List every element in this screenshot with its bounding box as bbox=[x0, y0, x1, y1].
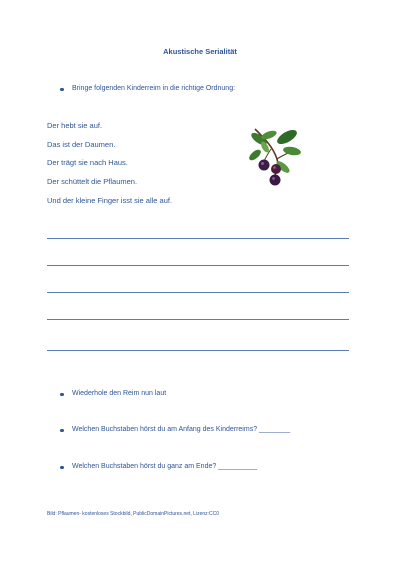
instruction-text: Bringe folgenden Kinderreim in die richtige Ordnung: bbox=[72, 85, 236, 92]
writing-line[interactable] bbox=[47, 238, 349, 239]
task-text: Wiederhole den Reim nun laut bbox=[72, 390, 167, 397]
rhyme-line: Der trägt sie nach Haus. bbox=[47, 158, 128, 167]
rhyme-line: Der hebt sie auf. bbox=[47, 121, 103, 130]
writing-line[interactable] bbox=[47, 319, 349, 320]
rhyme-line: Und der kleine Finger isst sie alle auf. bbox=[47, 196, 173, 205]
worksheet-title: Akustische Serialität bbox=[163, 47, 237, 56]
task-text: Welchen Buchstaben hörst du am Anfang des Kinderreims? ________ bbox=[72, 426, 291, 433]
rhyme-line: Das ist der Daumen. bbox=[47, 140, 116, 149]
bullet-dot bbox=[60, 88, 64, 92]
rhyme-line: Der schüttelt die Pflaumen. bbox=[47, 177, 138, 186]
bullet-dot bbox=[60, 393, 64, 397]
writing-line[interactable] bbox=[47, 265, 349, 266]
writing-line[interactable] bbox=[47, 350, 349, 351]
image-credit: Bild: Pflaumen- kostenloses Stockbild, PublicDomainPictures.net, Lizenz:CC0 bbox=[47, 511, 220, 517]
task-text: Welchen Buchstaben hörst du ganz am Ende? __________ bbox=[72, 463, 258, 470]
bullet-dot bbox=[60, 466, 64, 470]
bullet-dot bbox=[60, 429, 64, 433]
plum-branch-image bbox=[247, 125, 303, 187]
writing-line[interactable] bbox=[47, 292, 349, 293]
